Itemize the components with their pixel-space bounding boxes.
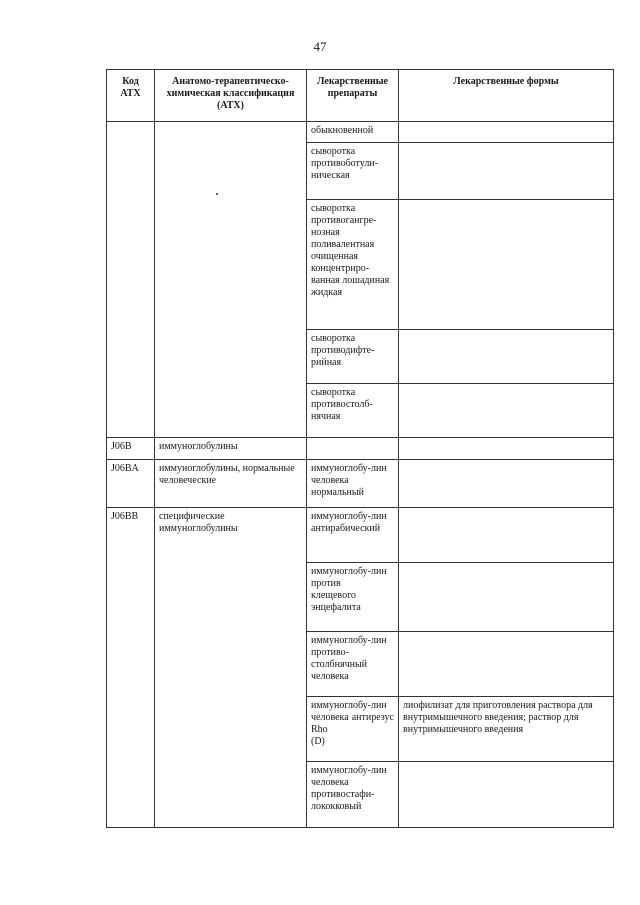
drug-cell [307, 762, 399, 828]
table-row [107, 122, 614, 143]
header-forms: Лекарственные формы [399, 70, 614, 122]
drug-cell [307, 460, 399, 508]
forms-cell [399, 563, 614, 632]
forms-cell [399, 200, 614, 330]
drug-name-end: антирабический [311, 523, 381, 534]
atx-table [106, 69, 614, 828]
classification-cell-continued [155, 122, 307, 438]
table-row [107, 438, 614, 460]
drug-cell: обыкновенной [307, 122, 399, 143]
forms-cell [399, 384, 614, 438]
code-cell-continued [107, 122, 155, 438]
drug-cell [307, 632, 399, 697]
drug-name: иммуноглобу-лин человека антирезус Rho [311, 700, 394, 735]
forms-cell [399, 122, 614, 143]
drug-name-end: клещевого энцефалита [311, 590, 361, 613]
forms-cell: лиофилизат для приготовления раствора для внутримышечного введения; раствор для внутримышечного введения [399, 697, 614, 762]
forms-cell [399, 632, 614, 697]
header-classification: Анатомо-терапевтическо-химическая классификация (АТХ) [155, 70, 307, 122]
table-row [107, 460, 614, 508]
drug-cell [307, 508, 399, 563]
drug-cell: сыворотка противогангре-нозная поливалентная очищенная концентриро-ванная лошадиная жидкая [307, 200, 399, 330]
header-code: Код АТХ [107, 70, 155, 122]
classification-cell: иммуноглобулины, нормальные человеческие [155, 460, 307, 508]
classification-cell: иммуноглобулины [155, 438, 307, 460]
drug-name-end: противостафи-лококковый [311, 789, 375, 812]
drug-name-end: нормальный [311, 487, 364, 498]
drug-name: иммуноглобу-лин против [311, 566, 387, 589]
code-cell: J06BA [107, 460, 155, 508]
code-cell: J06B [107, 438, 155, 460]
drug-cell: сыворотка противостолб-нячная [307, 384, 399, 438]
drug-name: иммуноглобу-лин человека [311, 463, 387, 486]
drug-name: иммуноглобу-лин противо- [311, 635, 387, 658]
scan-speck [216, 193, 218, 195]
table-row [107, 508, 614, 563]
page-number: 47 [313, 39, 327, 54]
drug-name-end: (D) [311, 736, 325, 747]
drug-cell [307, 563, 399, 632]
code-cell: J06BB [107, 508, 155, 828]
classification-cell: специфические иммуноглобулины [155, 508, 307, 828]
forms-cell [399, 460, 614, 508]
drug-cell [307, 438, 399, 460]
forms-cell [399, 330, 614, 384]
forms-cell [399, 762, 614, 828]
header-drugs: Лекарственные препараты [307, 70, 399, 122]
drug-name-end: столбнячный человека [311, 659, 368, 682]
drug-cell [307, 697, 399, 762]
forms-cell [399, 438, 614, 460]
drug-cell: сыворотка противодифте-рийная [307, 330, 399, 384]
drug-name: иммуноглобу-лин [311, 511, 387, 522]
forms-cell [399, 143, 614, 200]
forms-cell [399, 508, 614, 563]
table-header-row [107, 70, 614, 122]
drug-name: иммуноглобу-лин человека [311, 765, 387, 788]
drug-cell: сыворотка противоботули-ническая [307, 143, 399, 200]
